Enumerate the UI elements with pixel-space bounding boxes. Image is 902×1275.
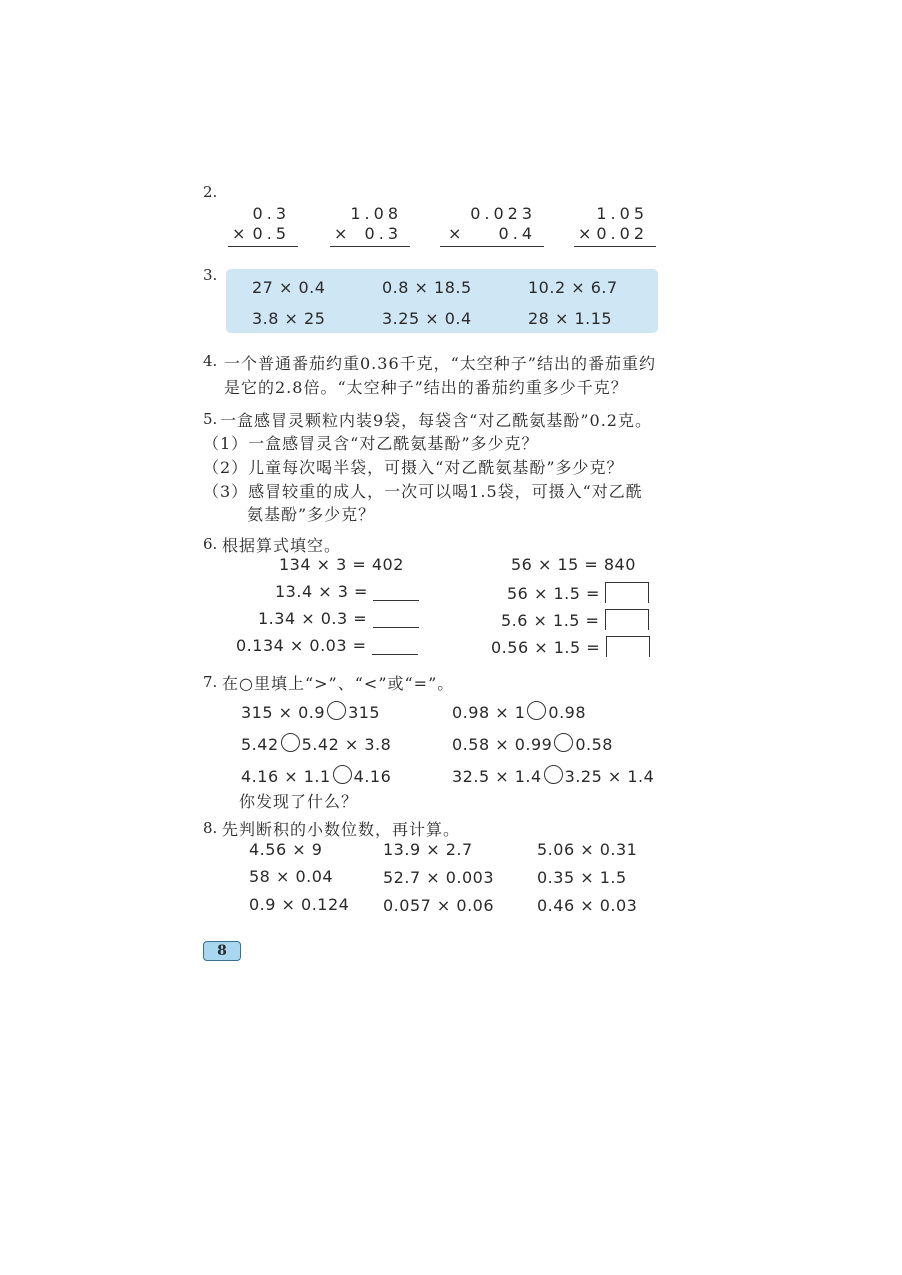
q6-left-3: 1.34 × 0.3 = (258, 609, 368, 628)
answer-box[interactable] (605, 582, 649, 603)
q4-text-line2: 是它的2.8倍。“太空种子”结出的番茄约重多少千克？ (224, 378, 628, 397)
answer-box[interactable] (605, 609, 649, 630)
q6-right-2-row (507, 582, 649, 603)
q8-expr-9: 0.46 × 0.03 (537, 896, 638, 915)
q3-number: 3. (203, 266, 218, 284)
q7-1-right: 315 (348, 703, 381, 722)
q7-number: 7. (203, 673, 218, 691)
q2-2-bottom: 0.3 (364, 224, 402, 243)
q2-vertical-mult-4 (574, 204, 656, 248)
q7-3-left: 5.42 (241, 735, 279, 754)
q8-expr-2: 13.9 × 2.7 (383, 840, 473, 859)
q6-left-1: 134 × 3 = 402 (279, 555, 404, 574)
q2-1-rule (228, 246, 298, 247)
q6-right-4: 0.56 × 1.5 = (491, 638, 601, 657)
compare-circle[interactable] (333, 765, 352, 784)
q6-right-3-row (501, 609, 649, 630)
q7-5-left: 4.16 × 1.1 (241, 767, 331, 786)
q6-title: 根据算式填空。 (222, 536, 342, 555)
q7-title: 在○里填上“>”、“<”或“=”。 (222, 674, 455, 693)
compare-circle[interactable] (327, 701, 346, 720)
q5-number: 5. (203, 410, 218, 428)
q2-3-bottom: 0.4 (498, 224, 536, 243)
q7-6-left: 32.5 × 1.4 (452, 767, 542, 786)
q2-number: 2. (203, 183, 218, 201)
q8-number: 8. (203, 819, 218, 837)
q6-right-2: 56 × 1.5 = (507, 584, 600, 603)
q3-expr-5: 3.25 × 0.4 (382, 309, 472, 328)
q6-left-4: 0.134 × 0.03 = (236, 636, 367, 655)
compare-circle[interactable] (554, 733, 573, 752)
q2-vertical-mult-1 (228, 204, 298, 248)
q6-number: 6. (203, 535, 218, 553)
q5-sub3-line1: （3）感冒较重的成人，一次可以喝1.5袋，可摄入“对乙酰 (203, 482, 643, 501)
times-sign: × (232, 224, 246, 243)
q6-left-4-row (236, 636, 418, 655)
q3-expr-6: 28 × 1.15 (528, 309, 613, 328)
compare-circle[interactable] (281, 733, 300, 752)
q8-expr-5: 52.7 × 0.003 (383, 868, 495, 887)
times-sign: × (578, 224, 592, 243)
q4-text-line1: 一个普通番茄约重0.36千克，“太空种子”结出的番茄重约 (224, 354, 656, 373)
q2-1-bottom: 0.5 (252, 224, 290, 243)
q8-expr-3: 5.06 × 0.31 (537, 840, 638, 859)
q2-2-rule (330, 246, 410, 247)
q7-2-left: 0.98 × 1 (452, 703, 526, 722)
q2-3-rule (440, 246, 544, 247)
q6-right-3: 5.6 × 1.5 = (501, 611, 600, 630)
q6-left-2: 13.4 × 3 = (275, 582, 368, 601)
q7-pair-6 (452, 765, 654, 786)
q2-3-top: 0.023 (470, 204, 536, 223)
q7-pair-5 (241, 765, 391, 786)
compare-circle[interactable] (544, 765, 563, 784)
q7-pair-2 (452, 701, 586, 722)
q7-1-left: 315 × 0.9 (241, 703, 326, 722)
q7-2-right: 0.98 (548, 703, 587, 722)
q2-1-top: 0.3 (252, 204, 290, 223)
q7-3-right: 5.42 × 3.8 (301, 735, 392, 754)
q6-left-3-row (258, 609, 419, 628)
times-sign: × (448, 224, 462, 243)
q2-vertical-mult-2 (330, 204, 410, 248)
q5-text-line1: 一盒感冒灵颗粒内装9袋，每袋含“对乙酰氨基酚”0.2克。 (220, 411, 652, 430)
compare-circle[interactable] (527, 701, 546, 720)
q7-4-right: 0.58 (575, 735, 613, 754)
q3-expr-4: 3.8 × 25 (252, 309, 326, 328)
q6-right-4-row (491, 636, 650, 657)
q7-4-left: 0.58 × 0.99 (452, 735, 553, 754)
q2-4-top: 1.05 (596, 204, 648, 223)
q3-expr-1: 27 × 0.4 (252, 278, 326, 297)
q8-expr-4: 58 × 0.04 (249, 867, 334, 886)
answer-box[interactable] (606, 636, 650, 657)
answer-blank[interactable] (373, 609, 419, 628)
q8-expr-8: 0.057 × 0.06 (383, 896, 495, 915)
answer-blank[interactable] (372, 636, 418, 655)
q2-4-bottom: 0.02 (596, 224, 648, 243)
q7-pair-3 (241, 733, 391, 754)
q2-vertical-mult-3 (440, 204, 544, 248)
q5-sub1: （1）一盒感冒灵含“对乙酰氨基酚”多少克？ (203, 434, 539, 453)
q4-number: 4. (203, 352, 218, 370)
q8-expr-6: 0.35 × 1.5 (537, 868, 627, 887)
answer-blank[interactable] (373, 582, 419, 601)
q8-expr-1: 4.56 × 9 (249, 840, 323, 859)
q6-right-1: 56 × 15 = 840 (511, 555, 636, 574)
q5-sub3-line2: 氨基酚”多少克？ (247, 505, 376, 524)
q7-pair-1 (241, 701, 380, 722)
q8-expr-7: 0.9 × 0.124 (249, 895, 350, 914)
q7-pair-4 (452, 733, 613, 754)
q7-6-right: 3.25 × 1.4 (564, 767, 655, 786)
q8-title: 先判断积的小数位数，再计算。 (222, 820, 461, 839)
q3-expr-2: 0.8 × 18.5 (382, 278, 472, 297)
q7-question: 你发现了什么？ (239, 792, 359, 811)
q7-5-right: 4.16 (353, 767, 392, 786)
q2-2-top: 1.08 (350, 204, 402, 223)
times-sign: × (334, 224, 348, 243)
q6-left-2-row (275, 582, 419, 601)
q2-4-rule (574, 246, 656, 247)
q3-expr-3: 10.2 × 6.7 (528, 278, 618, 297)
q5-sub2: （2）儿童每次喝半袋，可摄入“对乙酰氨基酚”多少克？ (203, 458, 624, 477)
page-number-badge: 8 (203, 941, 241, 961)
